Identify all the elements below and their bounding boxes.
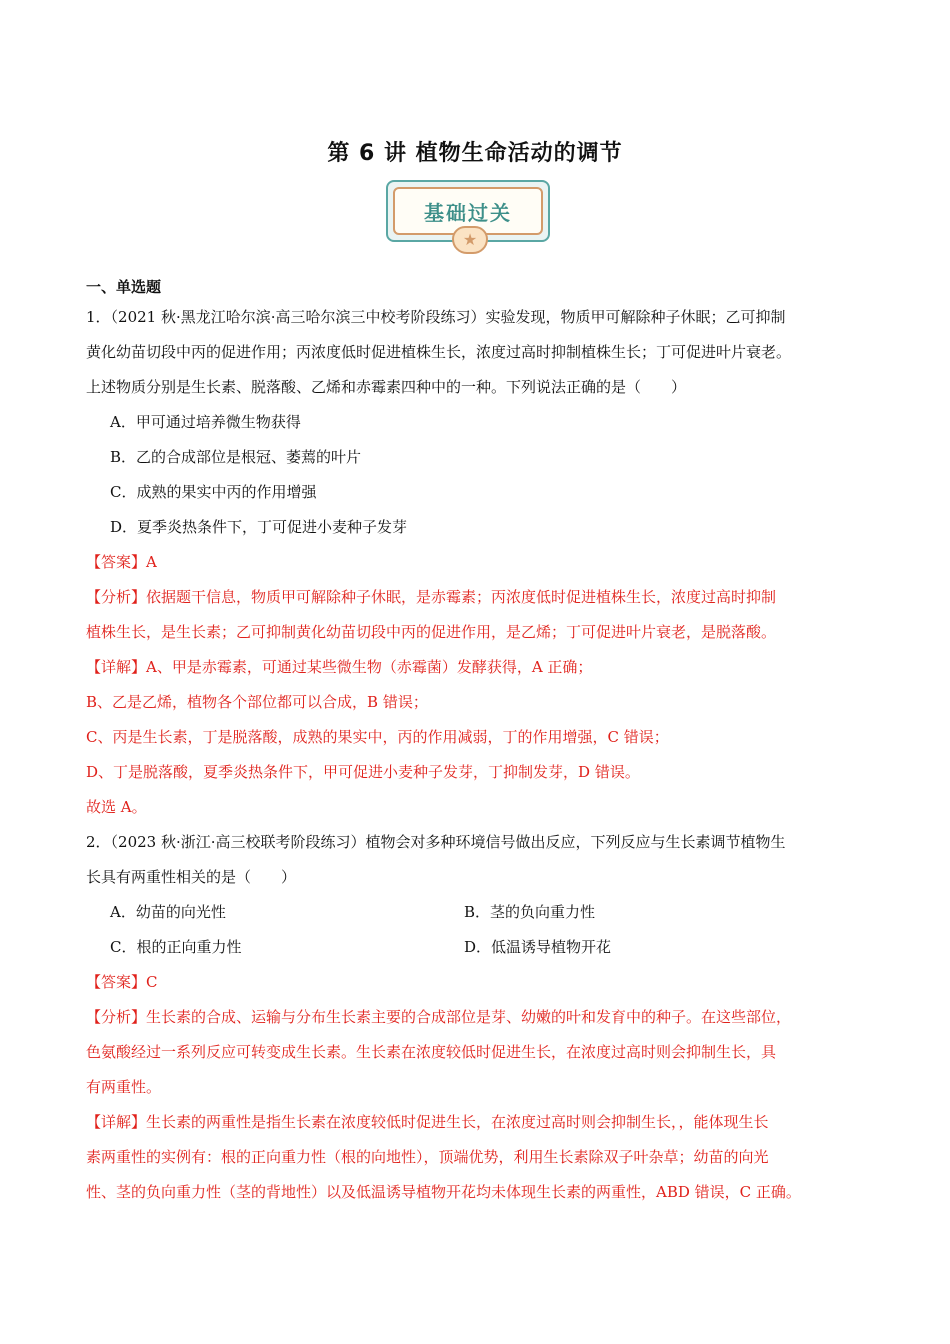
document-body xyxy=(86,276,876,1210)
detail-line: C、丙是生长素，丁是脱落酸，成熟的果实中，丙的作用减弱，丁的作用增强，C 错误； xyxy=(86,728,669,746)
option-c: C．成熟的果实中丙的作用增强 xyxy=(110,483,317,501)
detail-line: 【详解】生长素的两重性是指生长素在浓度较低时促进生长，在浓度过高时则会抑制生长，，能体现生长 xyxy=(86,1113,769,1131)
question-1 xyxy=(86,300,876,825)
question-1-stem-line: 黄化幼苗切段中丙的促进作用；丙浓度低时促进植株生长，浓度过高时抑制植株生长；丁可促进叶片衰老。 xyxy=(86,343,792,361)
answer-line: 【答案】C xyxy=(86,973,158,991)
analysis-line: 有两重性。 xyxy=(86,1078,162,1096)
detail-line: B、乙是乙烯，植物各个部位都可以合成，B 错误； xyxy=(86,693,428,711)
option-a: A．幼苗的向光性 xyxy=(110,903,226,921)
detail-line: 素两重性的实例有：根的正向重力性（根的向地性），顶端优势，利用生长素除双子叶杂草；幼苗的向光 xyxy=(86,1148,769,1166)
analysis-line: 【分析】依据题干信息，物质甲可解除种子休眠，是赤霉素；丙浓度低时促进植株生长，浓度过高时抑制 xyxy=(86,588,777,606)
question-2-stem-line: 2．（2023 秋·浙江·高三校联考阶段练习）植物会对多种环境信号做出反应，下列反应与生长素调节植物生 xyxy=(86,833,786,851)
page-title: 第 6 讲 植物生命活动的调节 xyxy=(327,141,623,166)
option-row xyxy=(86,895,876,930)
option-c: C．根的正向重力性 xyxy=(110,938,242,956)
detail-line: 【详解】A、甲是赤霉素，可通过某些微生物（赤霉菌）发酵获得，A 正确； xyxy=(86,658,593,676)
question-2 xyxy=(86,825,876,1210)
question-1-stem-line: 1．（2021 秋·黑龙江哈尔滨·高三哈尔滨三中校考阶段练习）实验发现，物质甲可解除种子休眠；乙可抑制 xyxy=(86,308,786,326)
badge-label: 基础过关 xyxy=(393,187,543,235)
question-2-stem-line: 长具有两重性相关的是（ ） xyxy=(86,868,297,886)
detail-line: D、丁是脱落酸，夏季炎热条件下，甲可促进小麦种子发芽，丁抑制发芽，D 错误。 xyxy=(86,763,640,781)
detail-line: 性、茎的负向重力性（茎的背地性）以及低温诱导植物开花均未体现生长素的两重性，ABD 错误，C 正确。 xyxy=(86,1183,801,1201)
option-b: B．茎的负向重力性 xyxy=(464,903,596,921)
answer-line: 【答案】A xyxy=(86,553,157,571)
option-d: D．夏季炎热条件下，丁可促进小麦种子发芽 xyxy=(110,518,408,536)
analysis-line: 植株生长，是生长素；乙可抑制黄化幼苗切段中丙的促进作用，是乙烯；丁可促进叶片衰老，是脱落酸。 xyxy=(86,623,777,641)
option-row xyxy=(86,930,876,965)
star-icon: ★ xyxy=(452,226,488,254)
analysis-line: 【分析】生长素的合成、运输与分布生长素主要的合成部位是芽、幼嫩的叶和发育中的种子。在这些部位， xyxy=(86,1008,792,1026)
question-1-stem-line: 上述物质分别是生长素、脱落酸、乙烯和赤霉素四种中的一种。下列说法正确的是（ ） xyxy=(86,378,687,396)
conclusion-line: 故选 A。 xyxy=(86,798,147,816)
section-badge xyxy=(386,180,550,252)
analysis-line: 色氨酸经过一系列反应可转变成生长素。生长素在浓度较低时促进生长，在浓度过高时则会抑制生长，具 xyxy=(86,1043,777,1061)
option-a: A．甲可通过培养微生物获得 xyxy=(110,413,301,431)
option-d: D．低温诱导植物开花 xyxy=(464,938,612,956)
option-b: B．乙的合成部位是根冠、萎蔫的叶片 xyxy=(110,448,362,466)
section-heading: 一、单选题 xyxy=(86,278,162,296)
